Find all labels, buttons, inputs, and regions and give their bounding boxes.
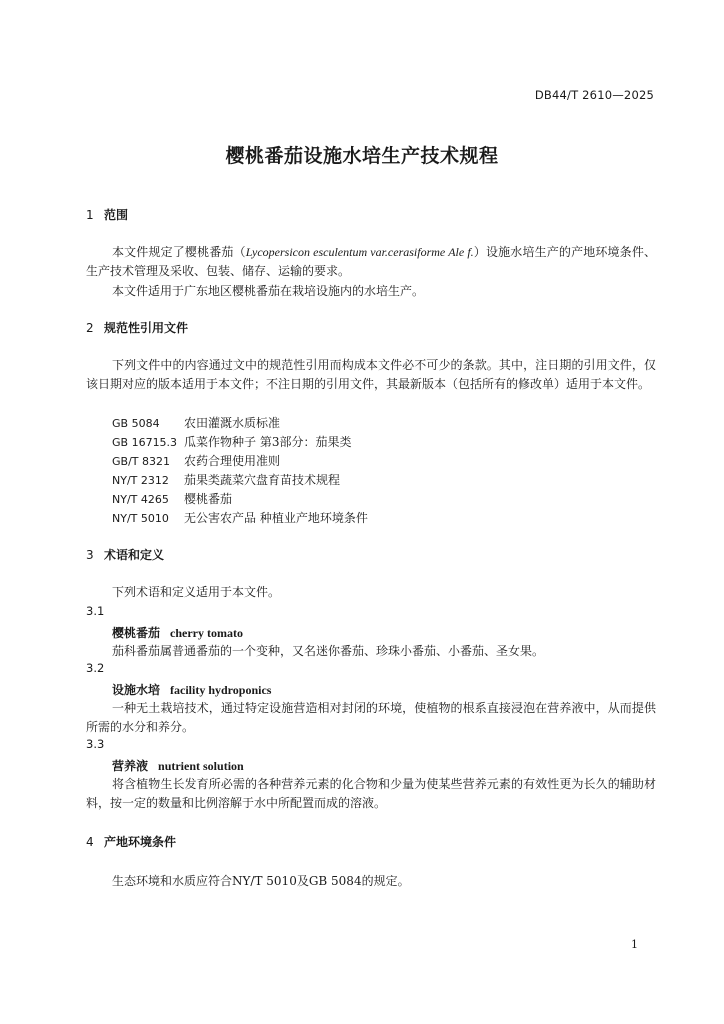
section-3-heading [86, 546, 164, 565]
term-heading [112, 757, 244, 774]
term-number: 3.3 [86, 737, 105, 751]
reference-item [112, 471, 340, 490]
term-chinese: 营养液 [112, 759, 149, 773]
document-title: 樱桃番茄设施水培生产技术规程 [225, 145, 499, 167]
section-1-heading [86, 206, 128, 225]
normative-references-paragraph: 下列文件中的内容通过文中的规范性引用而构成本文件必不可少的条款。其中，注日期的引用文件，仅该日期对应的版本适用于本文件；不注日期的引用文件，其最新版本（包括所有的修改单）适用于本文件。 [86, 358, 656, 392]
reference-name: 农药合理使用准则 [184, 454, 281, 468]
reference-item [112, 452, 280, 471]
section-2-heading [86, 319, 188, 338]
reference-name: 农田灌溉水质标准 [184, 416, 281, 430]
term-heading [112, 681, 271, 698]
term-english: cherry tomato [170, 626, 243, 640]
section-title: 规范性引用文件 [104, 321, 189, 335]
section-title: 范围 [104, 208, 129, 222]
scope-text-before: 本文件规定了樱桃番茄（ [112, 245, 246, 259]
term-english: facility hydroponics [170, 683, 272, 697]
page-number: 1 [631, 938, 638, 951]
reference-code: GB/T 8321 [112, 455, 170, 468]
reference-name: 瓜菜作物种子 第3部分：茄果类 [184, 435, 352, 449]
term-english: nutrient solution [158, 759, 244, 773]
term-definition: 将含植物生长发育所必需的各种营养元素的化合物和少量为使某些营养元素的有效性更为长久的辅助材料，按一定的数量和比例溶解于水中所配置而成的溶液。 [86, 777, 656, 811]
scientific-name: Lycopersicon esculentum var.cerasiforme Ale f. [245, 245, 474, 259]
reference-item [112, 509, 368, 528]
scope-paragraph-1 [86, 243, 656, 281]
term-chinese: 樱桃番茄 [112, 626, 161, 640]
term-number: 3.1 [86, 604, 105, 618]
section-4-heading [86, 833, 176, 852]
term-chinese: 设施水培 [112, 683, 161, 697]
reference-code: NY/T 2312 [112, 474, 169, 487]
term-definition: 一种无土栽培技术，通过特定设施营造相对封闭的环境，使植物的根系直接浸泡在营养液中，从而提供所需的水分和养分。 [86, 701, 656, 735]
scope-paragraph-2: 本文件适用于广东地区樱桃番茄在栽培设施内的水培生产。 [112, 284, 425, 298]
reference-code: GB 5084 [112, 417, 160, 430]
reference-name: 无公害农产品 种植业产地环境条件 [184, 511, 368, 525]
section-number: 4 [86, 835, 94, 849]
reference-code: NY/T 5010 [112, 512, 169, 525]
section-number: 3 [86, 548, 94, 562]
scope-text-after: ）设施水培生产的产地环境条件、生产技术管理及采收、包装、储存、运输的要求。 [86, 245, 656, 279]
term-number: 3.2 [86, 661, 105, 675]
environment-paragraph: 生态环境和水质应符合NY/T 5010及GB 5084的规定。 [112, 874, 410, 888]
terms-intro: 下列术语和定义适用于本文件。 [112, 585, 281, 599]
reference-name: 茄果类蔬菜穴盘育苗技术规程 [184, 473, 341, 487]
reference-item [112, 490, 232, 509]
section-number: 1 [86, 208, 94, 222]
document-code: DB44/T 2610—2025 [534, 88, 654, 102]
section-number: 2 [86, 321, 94, 335]
reference-code: GB 16715.3 [112, 436, 178, 449]
term-heading [112, 624, 243, 641]
reference-name: 樱桃番茄 [184, 492, 233, 506]
term-definition: 茄科番茄属普通番茄的一个变种，又名迷你番茄、珍珠小番茄、小番茄、圣女果。 [112, 644, 545, 658]
section-title: 术语和定义 [104, 548, 165, 562]
reference-code: NY/T 4265 [112, 493, 169, 506]
reference-item [112, 414, 280, 433]
reference-item [112, 433, 351, 452]
section-title: 产地环境条件 [104, 835, 177, 849]
